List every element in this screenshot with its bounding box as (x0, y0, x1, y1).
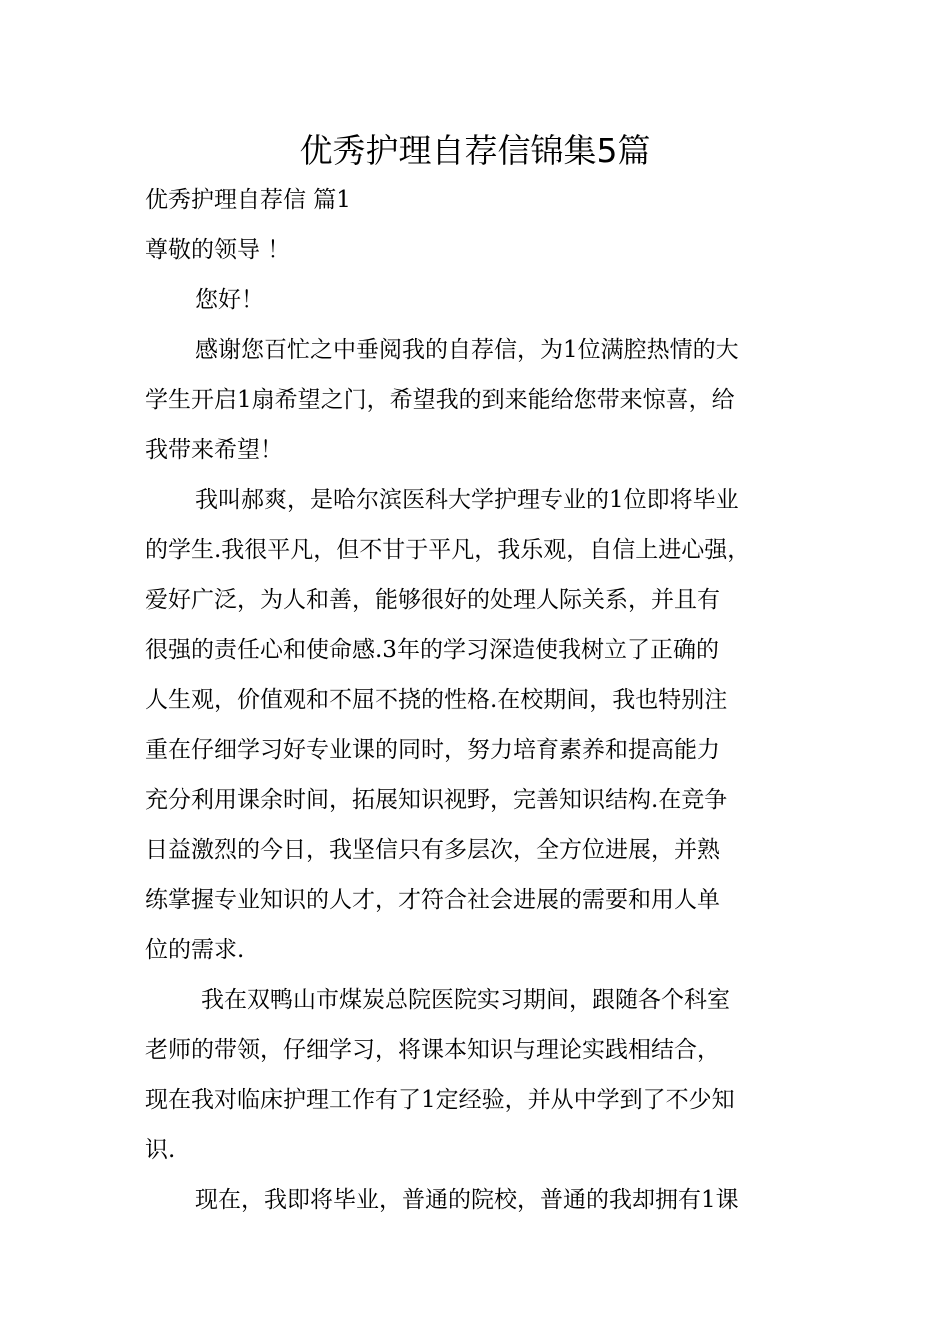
paragraph-line: 我在双鸭山市煤炭总院医院实习期间，跟随各个科室 (201, 987, 730, 1013)
document-title: 优秀护理自荐信锦集5篇 (299, 131, 651, 170)
paragraph-line: 老师的带领，仔细学习，将课本知识与理论实践相结合， (145, 1037, 720, 1063)
paragraph-line: 识. (145, 1137, 176, 1163)
paragraph-line: 现在，我即将毕业，普通的院校，普通的我却拥有1课 (195, 1187, 739, 1213)
paragraph-line: 爱好广泛，为人和善，能够很好的处理人际关系，并且有 (145, 587, 720, 613)
paragraph-line: 位的需求. (145, 937, 245, 963)
paragraph-line: 我带来希望！ (145, 437, 283, 463)
section-heading: 优秀护理自荐信 篇1 (145, 187, 351, 213)
paragraph-line: 重在仔细学习好专业课的同时，努力培育素养和提高能力 (145, 737, 720, 763)
paragraph-line: 现在我对临床护理工作有了1定经验，并从中学到了不少知 (145, 1087, 735, 1113)
paragraph-line: 日益激烈的今日，我坚信只有多层次，全方位进展，并熟 (145, 837, 720, 863)
greeting: 您好！ (195, 287, 264, 313)
paragraph-line: 我叫郝爽，是哈尔滨医科大学护理专业的1位即将毕业 (195, 487, 739, 513)
paragraph-line: 人生观，价值观和不屈不挠的性格.在校期间，我也特别注 (145, 687, 728, 713)
paragraph-line: 很强的责任心和使命感.3年的学习深造使我树立了正确的 (145, 637, 719, 663)
paragraph-line: 练掌握专业知识的人才，才符合社会进展的需要和用人单 (145, 887, 720, 913)
paragraph-line: 学生开启1扇希望之门，希望我的到来能给您带来惊喜，给 (145, 387, 735, 413)
paragraph-line: 感谢您百忙之中垂阅我的自荐信，为1位满腔热情的大 (195, 337, 739, 363)
paragraph-line: 的学生.我很平凡，但不甘于平凡，我乐观，自信上进心强， (145, 537, 751, 563)
salutation: 尊敬的领导 ！ (145, 237, 291, 263)
paragraph-line: 充分利用课余时间，拓展知识视野，完善知识结构.在竞争 (145, 787, 728, 813)
